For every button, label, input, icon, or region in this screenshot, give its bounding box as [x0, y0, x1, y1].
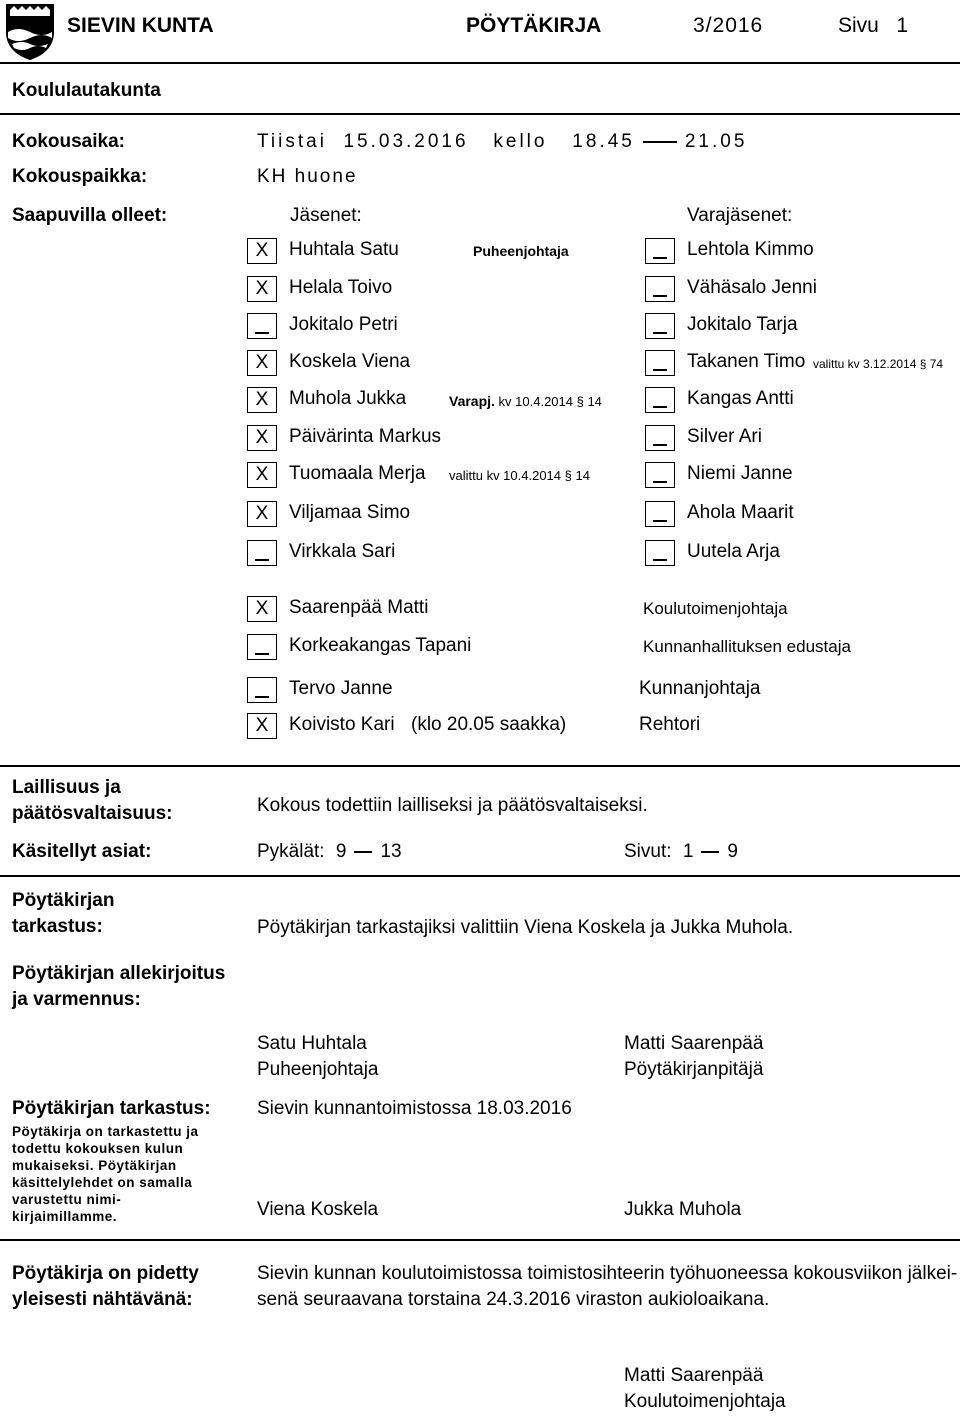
empty-mark-dash: [653, 295, 667, 297]
pages-to: 9: [727, 841, 738, 862]
sections-label: Pykälät:: [257, 841, 325, 862]
handled-label: Käsitellyt asiat:: [12, 841, 152, 862]
member-checkbox[interactable]: X: [247, 501, 277, 527]
empty-mark-dash: [653, 481, 667, 483]
empty-mark-dash: [653, 257, 667, 259]
meeting-place-label: Kokouspaikka:: [12, 166, 148, 187]
deputy-checkbox[interactable]: [645, 462, 675, 488]
sections-from: 9: [335, 841, 347, 862]
signer2-role: Pöytäkirjanpitäjä: [624, 1059, 764, 1080]
deputy-checkbox[interactable]: [645, 313, 675, 339]
member-note-para: kv 10.4.2014 § 14: [498, 394, 602, 409]
board-name: Koululautakunta: [12, 80, 161, 101]
other-name: Koivisto Kari: [289, 714, 395, 735]
public-text-1: Sievin kunnan koulutoimistossa toimistosihteerin työhuoneessa kokousviikon jälkei-: [257, 1263, 958, 1284]
member-checkbox[interactable]: [247, 540, 277, 566]
member-checkbox[interactable]: X: [247, 387, 277, 413]
check-note: Pöytäkirja on tarkastettu ja todettu kokouksen kulun mukaiseksi. Pöytäkirjan käsittelylehdet on samalla varustettu nimi-kirjaimillamme.: [12, 1124, 199, 1224]
header-divider: [0, 62, 960, 64]
empty-mark-dash: [653, 369, 667, 371]
empty-mark-dash: [653, 406, 667, 408]
member-checkbox[interactable]: X: [247, 238, 277, 264]
deputy-name: Lehtola Kimmo: [687, 239, 814, 260]
member-note: [449, 393, 602, 409]
empty-mark-dash: [653, 559, 667, 561]
sections-dash: [354, 851, 372, 853]
legality-text: Kokous todettiin lailliseksi ja päätösvaltaiseksi.: [257, 795, 648, 816]
meeting-time-value: [257, 131, 747, 153]
other-checkbox[interactable]: X: [247, 596, 277, 622]
public-signer-role: Koulutoimenjohtaja: [624, 1391, 786, 1412]
pages-dash: [701, 851, 719, 853]
header-page: Sivu 1: [838, 14, 909, 37]
deputy-checkbox[interactable]: [645, 387, 675, 413]
deputy-name: Ahola Maarit: [687, 502, 794, 523]
meeting-time-label: Kokousaika:: [12, 131, 125, 152]
member-note: valittu kv 10.4.2014 § 14: [449, 468, 590, 483]
other-name: Tervo Janne: [289, 678, 393, 699]
public-label-1: Pöytäkirja on pidetty: [12, 1263, 199, 1284]
deputy-checkbox[interactable]: [645, 501, 675, 527]
legality-label-1: Laillisuus ja: [12, 777, 121, 798]
time-range-dash: [643, 141, 677, 143]
legality-label-2: päätösvaltaisuus:: [12, 803, 173, 824]
attendance-divider: [0, 765, 960, 767]
deputy-name: Niemi Janne: [687, 463, 793, 484]
meeting-place-value: KH huone: [257, 166, 358, 187]
checker2-name: Jukka Muhola: [624, 1199, 742, 1220]
member-checkbox[interactable]: [247, 313, 277, 339]
check-divider: [0, 1239, 960, 1241]
review-label-2: tarkastus:: [12, 916, 103, 937]
member-checkbox[interactable]: X: [247, 462, 277, 488]
deputy-name: Uutela Arja: [687, 541, 780, 562]
handled-sections: [257, 841, 402, 863]
empty-mark-dash: [255, 559, 269, 561]
sections-to: 13: [380, 841, 402, 862]
member-name: Huhtala Satu: [289, 239, 399, 260]
header-number: 3/2016: [693, 14, 764, 37]
member-note-role: Varapj.: [449, 393, 495, 409]
header-org: SIEVIN KUNTA: [67, 14, 214, 37]
meeting-time-end: 21.05: [684, 131, 748, 152]
other-role: Kunnanjohtaja: [639, 678, 761, 699]
deputy-checkbox[interactable]: [645, 425, 675, 451]
deputy-name: Silver Ari: [687, 426, 762, 447]
empty-mark-dash: [653, 444, 667, 446]
public-text-2: senä seuraavana torstaina 24.3.2016 viraston aukioloaikana.: [257, 1289, 770, 1310]
signing-label-1: Pöytäkirjan allekirjoitus: [12, 963, 226, 984]
deputy-name: Jokitalo Tarja: [687, 314, 798, 335]
municipality-coat-of-arms: [4, 2, 56, 62]
member-name: Virkkala Sari: [289, 541, 396, 562]
other-role: Kunnanhallituksen edustaja: [643, 637, 851, 656]
review-label-1: Pöytäkirjan: [12, 890, 115, 911]
member-name: Helala Toivo: [289, 277, 393, 298]
meeting-time-start: Tiistai 15.03.2016 kello 18.45: [257, 131, 635, 152]
members-header: Jäsenet:: [290, 205, 362, 226]
pages-label: Sivut:: [624, 841, 672, 862]
check-label: Pöytäkirjan tarkastus:: [12, 1098, 211, 1119]
deputy-checkbox[interactable]: [645, 350, 675, 376]
deputy-name: Takanen Timo: [687, 351, 806, 372]
other-name: Saarenpää Matti: [289, 597, 429, 618]
other-role: Koulutoimenjohtaja: [643, 599, 788, 618]
member-name: Tuomaala Merja: [289, 463, 426, 484]
member-checkbox[interactable]: X: [247, 350, 277, 376]
public-signer-name: Matti Saarenpää: [624, 1365, 764, 1386]
signing-label-2: ja varmennus:: [12, 989, 141, 1010]
deputies-header: Varajäsenet:: [687, 205, 793, 226]
check-place-date: Sievin kunnantoimistossa 18.03.2016: [257, 1098, 572, 1119]
member-name: Muhola Jukka: [289, 388, 407, 409]
empty-mark-dash: [653, 332, 667, 334]
deputy-note: valittu kv 3.12.2014 § 74: [813, 357, 944, 371]
deputy-name: Kangas Antti: [687, 388, 794, 409]
other-role: Rehtori: [639, 714, 701, 735]
handled-divider: [0, 875, 960, 877]
deputy-checkbox[interactable]: [645, 276, 675, 302]
other-name: Korkeakangas Tapani: [289, 635, 472, 656]
deputy-name: Vähäsalo Jenni: [687, 277, 817, 298]
attendance-label: Saapuvilla olleet:: [12, 205, 168, 226]
empty-mark-dash: [653, 520, 667, 522]
pages-from: 1: [682, 841, 694, 862]
header-doc-type: PÖYTÄKIRJA: [466, 14, 602, 37]
member-name: Koskela Viena: [289, 351, 411, 372]
empty-mark-dash: [255, 332, 269, 334]
member-checkbox[interactable]: X: [247, 425, 277, 451]
member-name: Viljamaa Simo: [289, 502, 411, 523]
member-note: Puheenjohtaja: [473, 243, 569, 259]
signer2-name: Matti Saarenpää: [624, 1033, 764, 1054]
empty-mark-dash: [255, 653, 269, 655]
empty-mark-dash: [255, 696, 269, 698]
signer1-name: Satu Huhtala: [257, 1033, 367, 1054]
review-text: Pöytäkirjan tarkastajiksi valittiin Viena Koskela ja Jukka Muhola.: [257, 917, 794, 938]
public-label-2: yleisesti nähtävänä:: [12, 1289, 193, 1310]
other-extra: (klo 20.05 saakka): [411, 714, 567, 735]
board-divider: [0, 113, 960, 115]
member-name: Jokitalo Petri: [289, 314, 398, 335]
signer1-role: Puheenjohtaja: [257, 1059, 379, 1080]
other-checkbox[interactable]: X: [247, 713, 277, 739]
other-checkbox[interactable]: [247, 677, 277, 703]
deputy-checkbox[interactable]: [645, 540, 675, 566]
deputy-checkbox[interactable]: [645, 238, 675, 264]
other-checkbox[interactable]: [247, 634, 277, 660]
member-checkbox[interactable]: X: [247, 276, 277, 302]
member-name: Päivärinta Markus: [289, 426, 442, 447]
checker1-name: Viena Koskela: [257, 1199, 379, 1220]
handled-pages: [624, 841, 738, 863]
